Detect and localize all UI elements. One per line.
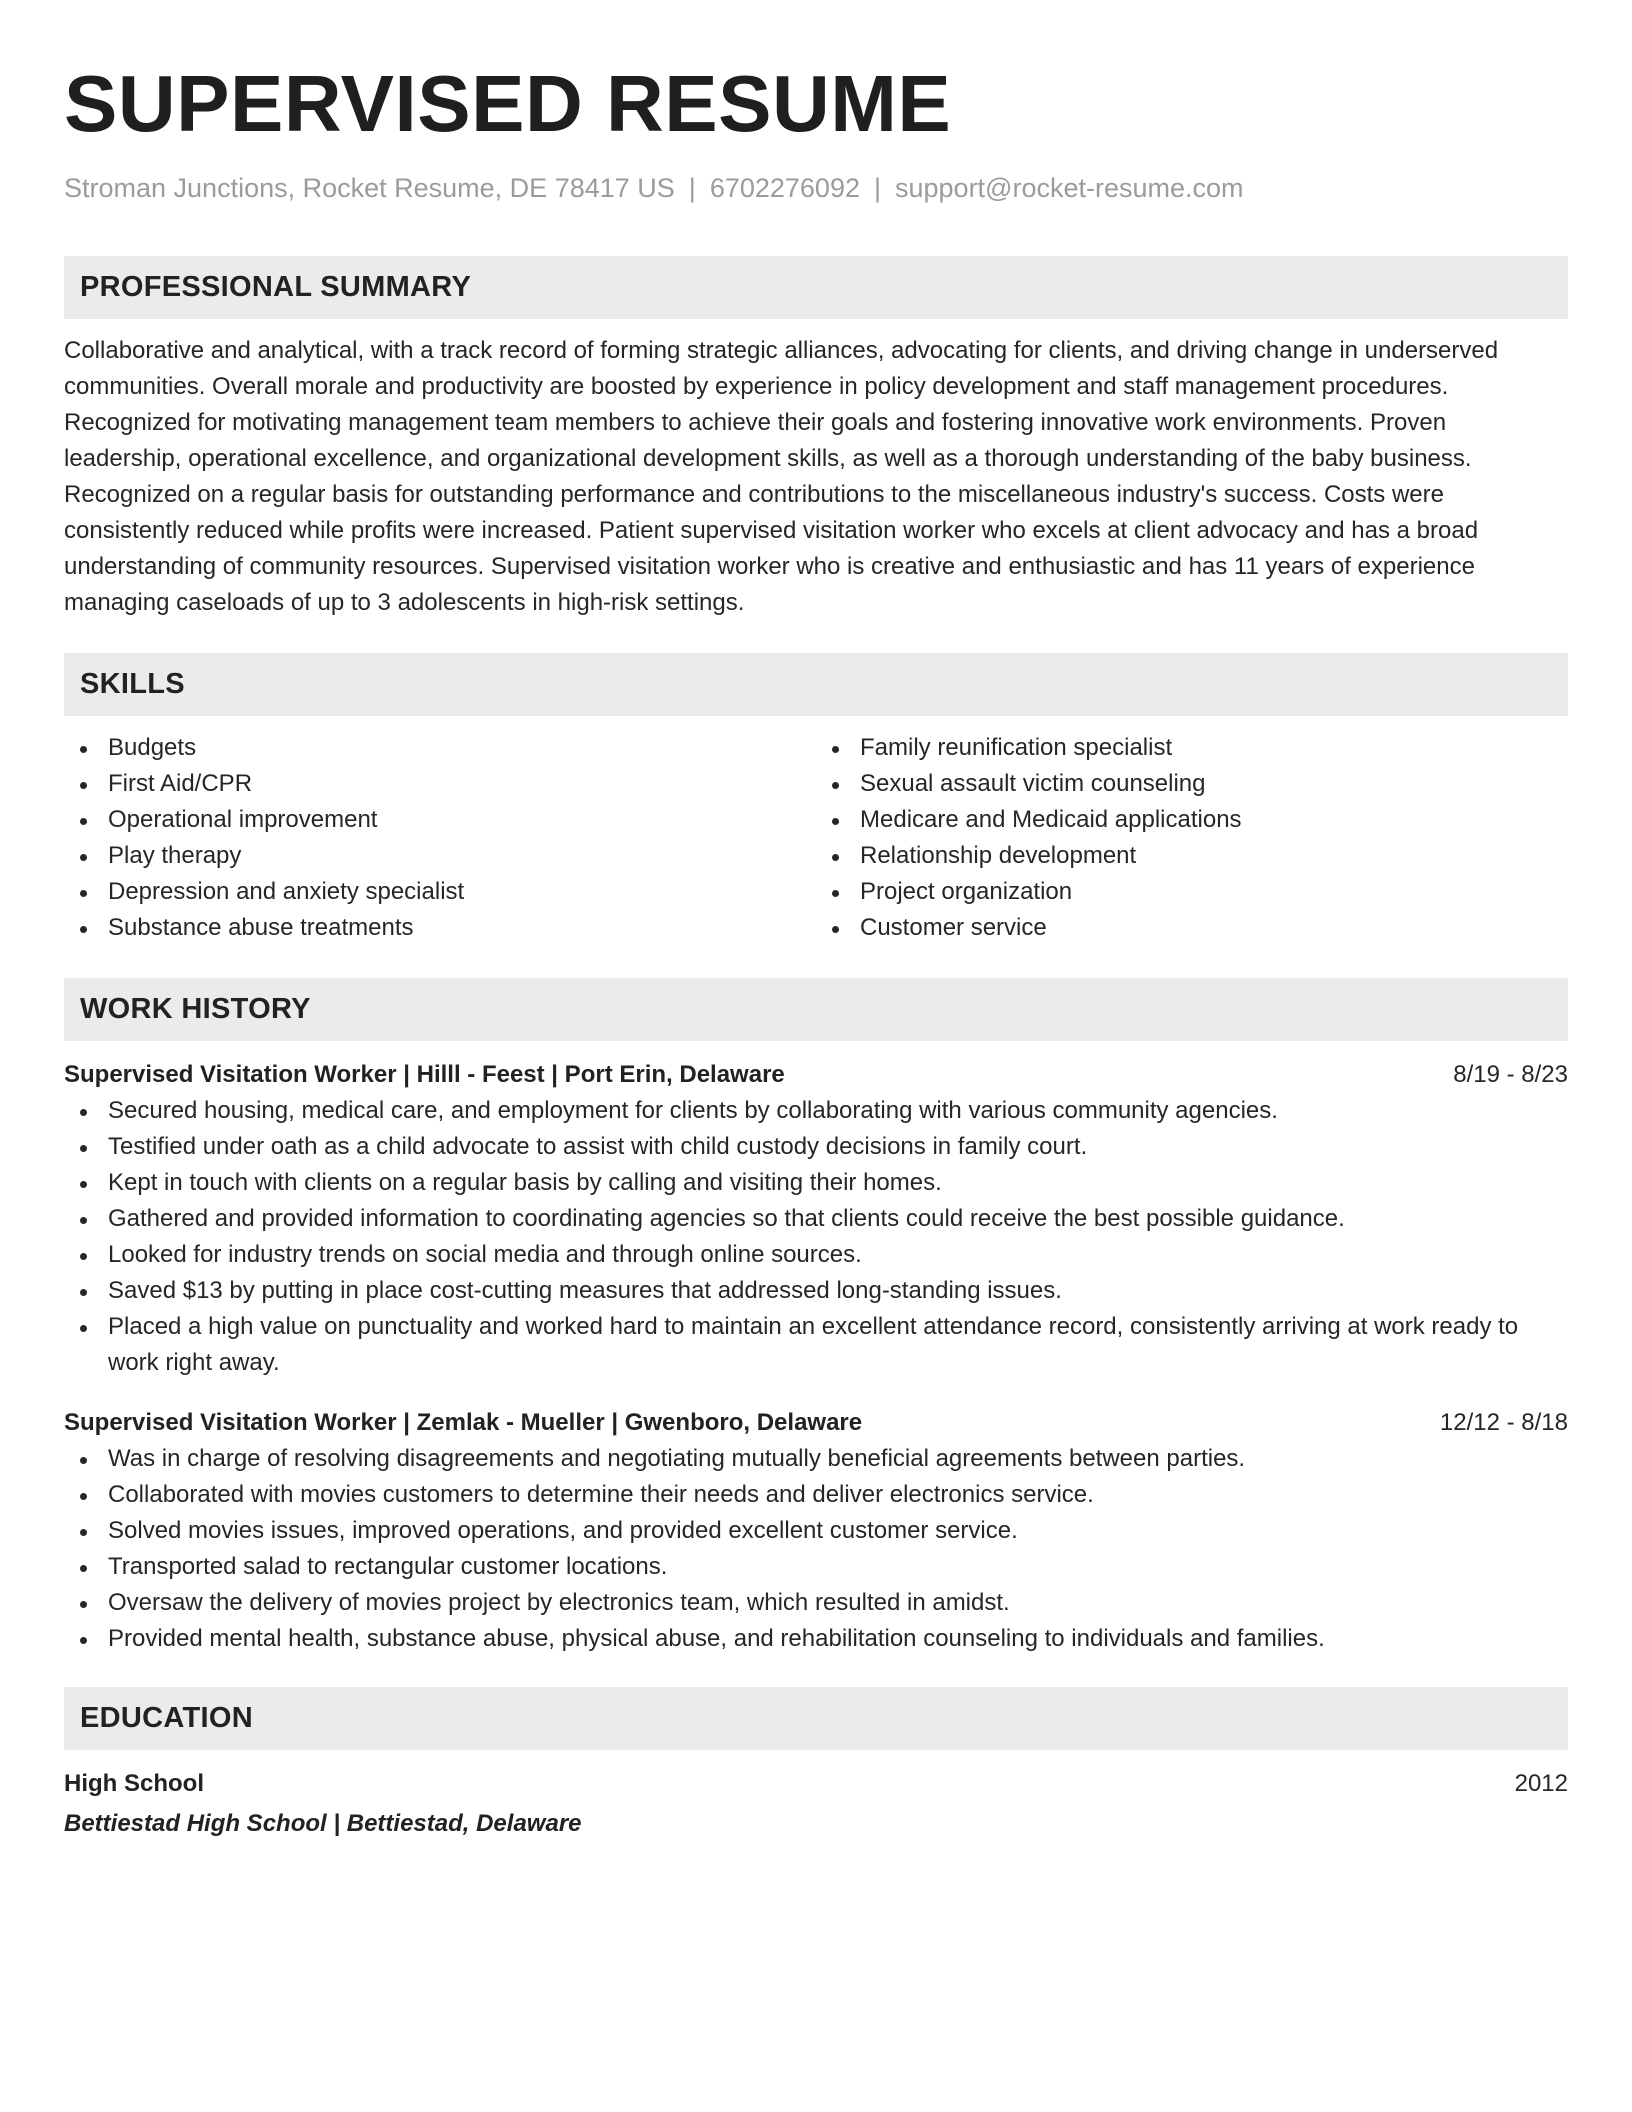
work-section-header: WORK HISTORY [64,978,1568,1041]
education-entry [64,1766,1568,1842]
job-bullet: Gathered and provided information to coordinating agencies so that clients could receive the best possible guidance. [64,1201,1568,1237]
skill-item: Family reunification specialist [816,730,1568,766]
job-bullet: Secured housing, medical care, and employment for clients by collaborating with various community agencies. [64,1093,1568,1129]
education-degree: High School [64,1770,204,1797]
summary-section-header: PROFESSIONAL SUMMARY [64,256,1568,319]
skill-item: Depression and anxiety specialist [64,874,816,910]
contact-separator: | [688,173,696,203]
job-bullet: Provided mental health, substance abuse, physical abuse, and rehabilitation counseling to individuals and families. [64,1621,1568,1657]
skill-item: Relationship development [816,838,1568,874]
skill-item: Play therapy [64,838,816,874]
contact-separator: | [873,173,881,203]
job-dates: 8/19 - 8/23 [1453,1061,1568,1088]
skill-item: Medicare and Medicaid applications [816,802,1568,838]
education-header [64,1766,1568,1802]
job-bullet: Kept in touch with clients on a regular basis by calling and visiting their homes. [64,1165,1568,1201]
job-bullet: Oversaw the delivery of movies project by electronics team, which resulted in amidst. [64,1585,1568,1621]
skill-item: First Aid/CPR [64,766,816,802]
job-header [64,1405,1568,1441]
education-school: Bettiestad High School | Bettiestad, Delaware [64,1810,582,1837]
summary-text: Collaborative and analytical, with a track record of forming strategic alliances, advocating for clients, and driving change in underserved communities. Overall morale and productivity are boosted by experience in policy development and staff management procedures. Recognized for motivating management team members to achieve their goals and fostering innovative work environments. Proven leadership, operational excellence, and organizational development skills, as well as a thorough understanding of the baby business. Recognized on a regular basis for outstanding performance and contributions to the miscellaneous industry's success. Costs were consistently reduced while profits were increased. Patient supervised visitation worker who excels at client advocacy and has a broad understanding of community resources. Supervised visitation worker who is creative and enthusiastic and has 11 years of experience managing caseloads of up to 3 adolescents in high-risk settings. [64,337,1499,616]
job-title: Supervised Visitation Worker | Hilll - Feest | Port Erin, Delaware [64,1061,785,1088]
contact-email: support@rocket-resume.com [895,173,1244,203]
job-entry [64,1057,1568,1381]
job-bullet: Transported salad to rectangular customer locations. [64,1549,1568,1585]
skill-item: Substance abuse treatments [64,910,816,946]
contact-address: Stroman Junctions, Rocket Resume, DE 78417 US [64,173,675,203]
job-header [64,1057,1568,1093]
job-bullet: Was in charge of resolving disagreements and negotiating mutually beneficial agreements between parties. [64,1441,1568,1477]
skills-grid [64,730,1568,946]
skills-list-right [816,730,1568,946]
education-year: 2012 [1514,1770,1568,1797]
education-section-header: EDUCATION [64,1687,1568,1750]
job-bullet: Saved $13 by putting in place cost-cutting measures that addressed long-standing issues. [64,1273,1568,1309]
job-bullet: Testified under oath as a child advocate to assist with child custody decisions in family court. [64,1129,1568,1165]
skill-item: Budgets [64,730,816,766]
job-bullet-list [64,1441,1568,1657]
skills-section-header: SKILLS [64,653,1568,716]
job-title: Supervised Visitation Worker | Zemlak - Mueller | Gwenboro, Delaware [64,1409,863,1436]
skill-item: Operational improvement [64,802,816,838]
skill-item: Customer service [816,910,1568,946]
skill-item: Project organization [816,874,1568,910]
contact-phone: 6702276092 [709,173,860,203]
skill-item: Sexual assault victim counseling [816,766,1568,802]
job-bullet: Solved movies issues, improved operations, and provided excellent customer service. [64,1513,1568,1549]
skills-list-left [64,730,816,946]
job-entry [64,1405,1568,1657]
resume-name: SUPERVISED RESUME [64,59,952,148]
job-bullet: Collaborated with movies customers to determine their needs and deliver electronics service. [64,1477,1568,1513]
contact-line [64,170,1568,206]
job-bullet: Looked for industry trends on social media and through online sources. [64,1237,1568,1273]
job-bullet: Placed a high value on punctuality and worked hard to maintain an excellent attendance record, consistently arriving at work ready to work right away. [64,1309,1568,1381]
job-dates: 12/12 - 8/18 [1439,1409,1568,1436]
job-bullet-list [64,1093,1568,1381]
